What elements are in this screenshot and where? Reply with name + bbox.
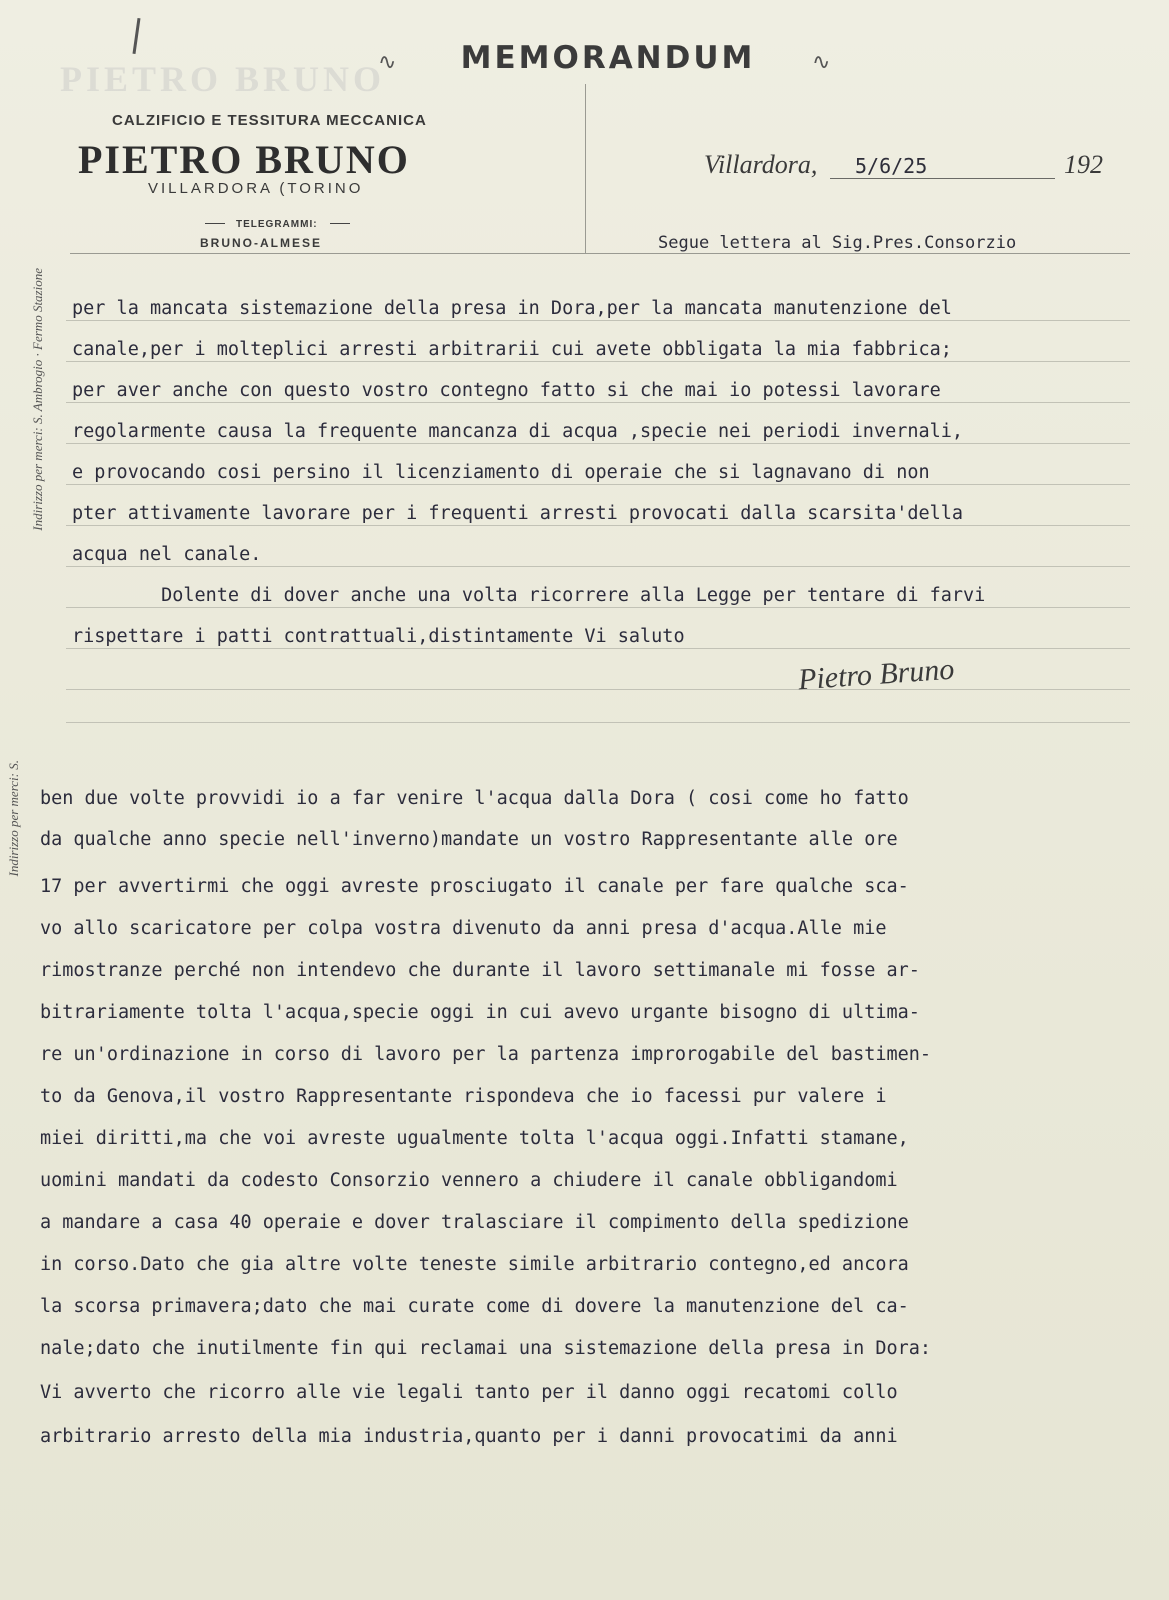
body-top-line: per la mancata sistemazione della presa in Dora,per la mancata manutenzione del xyxy=(72,298,952,319)
body-bottom-line: in corso.Dato che gia altre volte teneste simile arbitrario contegno,ed ancora xyxy=(40,1254,909,1275)
body-bottom-line: la scorsa primavera;dato che mai curate come di dovere la manutenzione del ca- xyxy=(40,1296,909,1317)
body-top-line: Dolente di dover anche una volta ricorrere alla Legge per tentare di farvi xyxy=(72,585,986,606)
header-vertical-rule xyxy=(585,84,586,254)
divider xyxy=(205,223,225,224)
letter-reference: Segue lettera al Sig.Pres.Consorzio xyxy=(658,233,1017,253)
body-bottom-line: miei diritti,ma che voi avreste ugualmente tolta l'acqua oggi.Infatti stamane, xyxy=(40,1128,909,1149)
body-bottom-line: bitrariamente tolta l'acqua,specie oggi in cui avevo urgante bisogno di ultima- xyxy=(40,1002,920,1023)
ornament-right-icon: ∿ xyxy=(812,50,831,75)
company-type: CALZIFICIO E TESSITURA MECCANICA xyxy=(112,112,427,129)
company-city: VILLARDORA (TORINO xyxy=(148,180,364,197)
body-bottom-line: uomini mandati da codesto Consorzio vennero a chiudere il canale obbligandomi xyxy=(40,1170,898,1191)
ornament-left-icon: ∿ xyxy=(378,50,397,75)
ruled-line xyxy=(66,402,1130,403)
ruled-line xyxy=(66,484,1130,485)
body-bottom-line: Vi avverto che ricorro alle vie legali tanto per il danno oggi recatomi collo xyxy=(40,1382,898,1403)
body-bottom-line: a mandare a casa 40 operaie e dover tralasciare il compimento della spedizione xyxy=(40,1212,909,1233)
body-top-line: e provocando cosi persino il licenziamento di operaie che si lagnavano di non xyxy=(72,462,930,483)
header-horizontal-rule xyxy=(70,253,1130,254)
ruled-line xyxy=(66,648,1130,649)
margin-note-inner: Indirizzo per merci: S. Ambrogio · Fermo Stazione xyxy=(30,268,45,531)
body-bottom-line: to da Genova,il vostro Rappresentante rispondeva che io facessi pur valere i xyxy=(40,1086,887,1107)
body-bottom-line: re un'ordinazione in corso di lavoro per la partenza improrogabile del bastimen- xyxy=(40,1044,932,1065)
ruled-line xyxy=(66,689,1130,690)
ruled-line xyxy=(66,607,1130,608)
dateline-place: Villardora, xyxy=(704,150,818,179)
dateline-date: 5/6/25 xyxy=(855,154,928,178)
bleed-through-letterhead: PIETRO BRUNO xyxy=(60,59,386,99)
body-top-line: canale,per i molteplici arresti arbitrarii cui avete obbligata la mia fabbrica; xyxy=(72,339,952,360)
ruled-line xyxy=(66,361,1130,362)
pen-mark xyxy=(133,18,141,54)
body-bottom-line: rimostranze perché non intendevo che durante il lavoro settimanale mi fosse ar- xyxy=(40,960,920,981)
body-bottom-line: vo allo scaricatore per colpa vostra divenuto da anni presa d'acqua.Alle mie xyxy=(40,918,887,939)
memo-title: MEMORANDUM xyxy=(460,40,756,76)
body-top-line: acqua nel canale. xyxy=(72,544,262,565)
ruled-line xyxy=(66,320,1130,321)
margin-note-outer: Indirizzo per merci: S. xyxy=(6,760,21,877)
divider xyxy=(330,223,350,224)
body-bottom-line: arbitrario arresto della mia industria,quanto per i danni provocatimi da anni xyxy=(40,1426,898,1447)
body-top-line: pter attivamente lavorare per i frequenti arresti provocati dalla scarsita'della xyxy=(72,503,964,524)
body-bottom-line: nale;dato che inutilmente fin qui reclamai una sistemazione della presa in Dora: xyxy=(40,1338,932,1359)
ruled-line xyxy=(66,443,1130,444)
telegram-address: BRUNO-ALMESE xyxy=(200,236,322,250)
body-bottom-line: 17 per avvertirmi che oggi avreste prosciugato il canale per fare qualche sca- xyxy=(40,876,909,897)
signature: Pietro Bruno xyxy=(797,652,956,697)
ruled-line xyxy=(66,525,1130,526)
ruled-line xyxy=(66,722,1130,723)
body-top-line: per aver anche con questo vostro contegno fatto si che mai io potessi lavorare xyxy=(72,380,941,401)
body-top-line: regolarmente causa la frequente mancanza di acqua ,specie nei periodi invernali, xyxy=(72,421,964,442)
ruled-line xyxy=(66,566,1130,567)
company-name: PIETRO BRUNO xyxy=(78,137,410,182)
body-top-line: rispettare i patti contrattuali,distintamente Vi saluto xyxy=(72,626,685,647)
dateline-year: 192 xyxy=(1064,150,1103,179)
body-bottom-line: da qualche anno specie nell'inverno)mandate un vostro Rappresentante alle ore xyxy=(40,829,898,850)
telegram-label: TELEGRAMMI: xyxy=(236,219,318,230)
body-bottom-line: ben due volte provvidi io a far venire l'acqua dalla Dora ( cosi come ho fatto xyxy=(40,788,909,809)
date-underline xyxy=(830,178,1055,179)
